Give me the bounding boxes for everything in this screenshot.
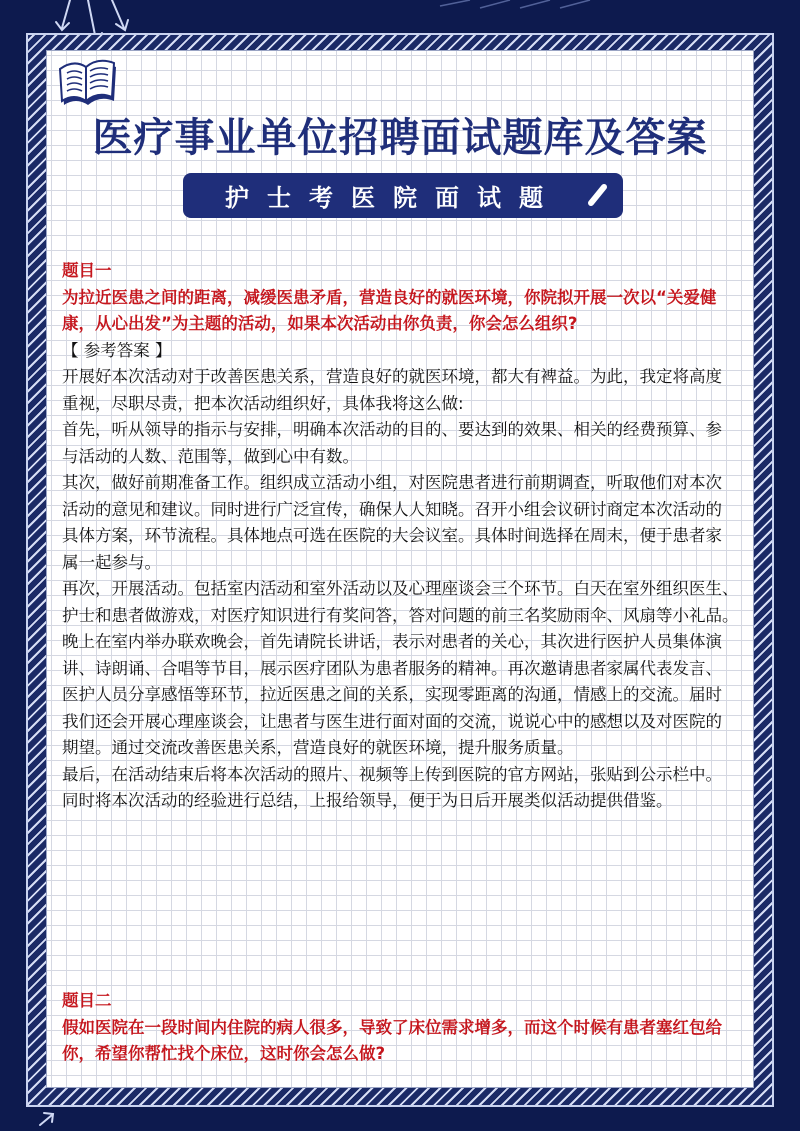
answer-line: 晚上在室内举办联欢晚会，首先请院长讲话，表示对患者的关心，其次进行医护人员集体演	[62, 632, 722, 651]
subtitle-banner	[183, 173, 623, 218]
answer-line: 重视，尽职尽责，把本次活动组织好，具体我将这么做:	[62, 393, 464, 413]
answer-line: 讲、诗朗诵、合唱等节目，展示医疗团队为患者服务的精神。再次邀请患者家属代表发言、	[62, 658, 722, 678]
open-book-icon	[58, 57, 120, 113]
question-label: 题目一	[62, 261, 112, 280]
answer-line: 最后，在活动结束后将本次活动的照片、视频等上传到医院的官方网站，张贴到公示栏中。	[62, 764, 722, 784]
question-text-line: 你，希望你帮忙找个床位，这时你会怎么做?	[62, 1044, 386, 1063]
pencil-icon	[587, 183, 609, 207]
answer-line: 其次，做好前期准备工作。组织成立活动小组，对医院患者进行前期调查，听取他们对本次	[62, 473, 722, 492]
answer-line: 我们还会开展心理座谈会，让患者与医生进行面对面的交流，说说心中的感想以及对医院的	[62, 711, 722, 731]
question-1-section	[62, 258, 742, 815]
question-text-line: 假如医院在一段时间内住院的病人很多，导致了床位需求增多，而这个时候有患者塞红包给	[62, 1017, 722, 1037]
answer-line: 护士和患者做游戏，对医疗知识进行有奖问答，答对问题的前三名奖励雨伞、风扇等小礼品。	[62, 605, 739, 625]
answer-line: 再次，开展活动。包括室内活动和室外活动以及心理座谈会三个环节。白天在室外组织医生、	[62, 579, 739, 598]
question-text-line: 为拉近医患之间的距离，减缓医患矛盾，营造良好的就医环境，你院拟开展一次以“关爱健	[62, 287, 717, 307]
answer-line: 与活动的人数、范围等，做到心中有数。	[62, 446, 359, 466]
answer-line: 首先，听从领导的指示与安排，明确本次活动的目的、要达到的效果、相关的经费预算、参	[62, 420, 722, 439]
answer-line: 活动的意见和建议。同时进行广泛宣传，确保人人知晓。召开小组会议研讨商定本次活动的	[62, 499, 722, 519]
answer-line: 同时将本次活动的经验进行总结，上报给领导，便于为日后开展类似活动提供借鉴。	[62, 791, 673, 810]
question-2-section	[62, 988, 742, 1068]
question-text-line: 康，从心出发”为主题的活动，如果本次活动由你负责，你会怎么组织?	[62, 314, 578, 333]
answer-line: 具体方案，环节流程。具体地点可选在医院的大会议室。具体时间选择在周末，便于患者家	[62, 526, 722, 545]
subtitle-text: 护士考医院面试题	[225, 184, 561, 212]
answer-line: 开展好本次活动对于改善医患关系，营造良好的就医环境，都大有裨益。为此，我定将高度	[62, 367, 722, 386]
answer-label: 【 参考答案 】	[62, 340, 172, 360]
answer-line: 期望。通过交流改善医患关系，营造良好的就医环境，提升服务质量。	[62, 738, 574, 757]
answer-line: 属一起参与。	[62, 552, 161, 572]
answer-line: 医护人员分享感悟等环节，拉近医患之间的关系，实现零距离的沟通，情感上的交流。届时	[62, 685, 722, 704]
question-label: 题目二	[62, 991, 112, 1010]
page-title: 医疗事业单位招聘面试题库及答案	[92, 115, 708, 161]
